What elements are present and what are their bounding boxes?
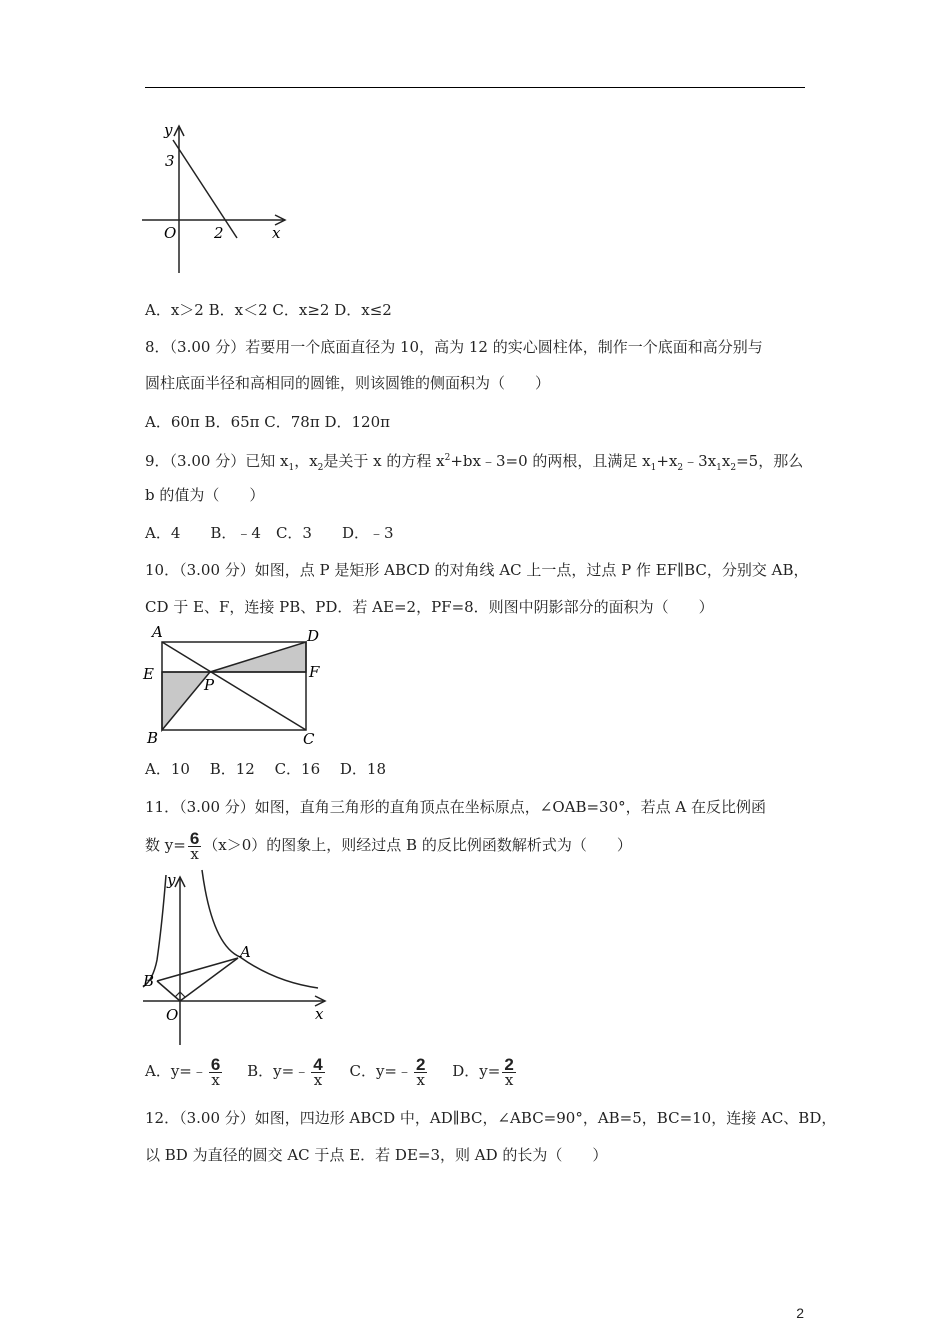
q8-options: A．60π B．65π C．78π D．120π <box>145 413 390 431</box>
q10-label-b: B <box>147 729 159 747</box>
q11-label-o: O <box>166 1006 179 1024</box>
q8-line-2: 圆柱底面半径和高相同的圆锥，则该圆锥的侧面积为（ ） <box>145 374 551 392</box>
q7-x-intercept: 2 <box>214 224 224 242</box>
q7-x-label: x <box>272 224 281 242</box>
q10-label-f: F <box>309 663 320 681</box>
q11-label-x: x <box>315 1005 324 1023</box>
q10-label-a: A <box>152 623 163 641</box>
q11-label-b: B <box>143 972 155 990</box>
q10-label-d: D <box>307 627 320 645</box>
q10-label-e: E <box>143 665 154 683</box>
q8-line-1: 8．（3.00 分）若要用一个底面直径为 10，高为 12 的实心圆柱体，制作一个底面和高分别与 <box>145 338 763 356</box>
q10-line-2: CD 于 E、F，连接 PB、PD．若 AE=2，PF=8．则图中阴影部分的面积为（ ） <box>145 598 714 616</box>
q10-rectangle-figure <box>140 622 330 750</box>
q7-linear-graph <box>140 118 300 278</box>
q7-origin-label: O <box>164 224 177 242</box>
q11-inverse-function-figure <box>140 865 340 1050</box>
q10-label-c: C <box>303 730 315 748</box>
q11-line-2: 数 y= $\frac{6}{x}$ （x＞0）的图象上，则经过点 B 的反比例函数解析式为（ ） <box>145 828 632 863</box>
q9-options: A．4 B．﹣4 C．3 D．﹣3 <box>145 524 394 542</box>
q10-line-1: 10．（3.00 分）如图，点 P 是矩形 ABCD 的对角线 AC 上一点，过点 P 作 EF∥BC，分别交 AB， <box>145 561 809 579</box>
q11-label-a: A <box>240 943 251 961</box>
q12-line-2: 以 BD 为直径的圆交 AC 于点 E．若 DE=3，则 AD 的长为（ ） <box>145 1146 608 1164</box>
q11-fraction: $\frac{6}{x}$ <box>189 828 200 863</box>
page-number: 2 <box>796 1305 804 1321</box>
q9-line-1: 9．（3.00 分）已知 $x_1$，$x_2$是关于 x 的方程 $x^2+bx﹣3=0$ 的两根，且满足 $x_1+x_2﹣3x_1x_2=5$，那么 <box>145 452 804 473</box>
q7-y-intercept: 3 <box>165 152 175 170</box>
q11-option-a: A．y=﹣ $\frac{6}{x}$ <box>145 1054 221 1089</box>
q9-line-2: b 的值为（ ） <box>145 486 265 504</box>
q11-option-b: B．y=﹣ $\frac{4}{x}$ <box>247 1054 323 1089</box>
q7-y-label: y <box>164 121 173 139</box>
q11-options <box>145 1054 536 1088</box>
q11-option-d: D．y= $\frac{2}{x}$ <box>452 1054 514 1089</box>
q12-line-1: 12．（3.00 分）如图，四边形 ABCD 中，AD∥BC，∠ABC=90°，AB=5，BC=10，连接 AC、BD， <box>145 1109 837 1127</box>
q10-label-p: P <box>204 676 215 694</box>
q7-options: A．x＞2 B．x＜2 C．x≥2 D．x≤2 <box>145 301 392 319</box>
q10-options: A．10 B．12 C．16 D．18 <box>145 760 387 778</box>
q11-line-1: 11．（3.00 分）如图，直角三角形的直角顶点在坐标原点，∠OAB=30°，若点 A 在反比例函 <box>145 798 767 816</box>
q11-option-c: C．y=﹣ $\frac{2}{x}$ <box>349 1054 426 1089</box>
q11-label-y: y <box>167 871 176 889</box>
header-rule <box>145 87 805 88</box>
